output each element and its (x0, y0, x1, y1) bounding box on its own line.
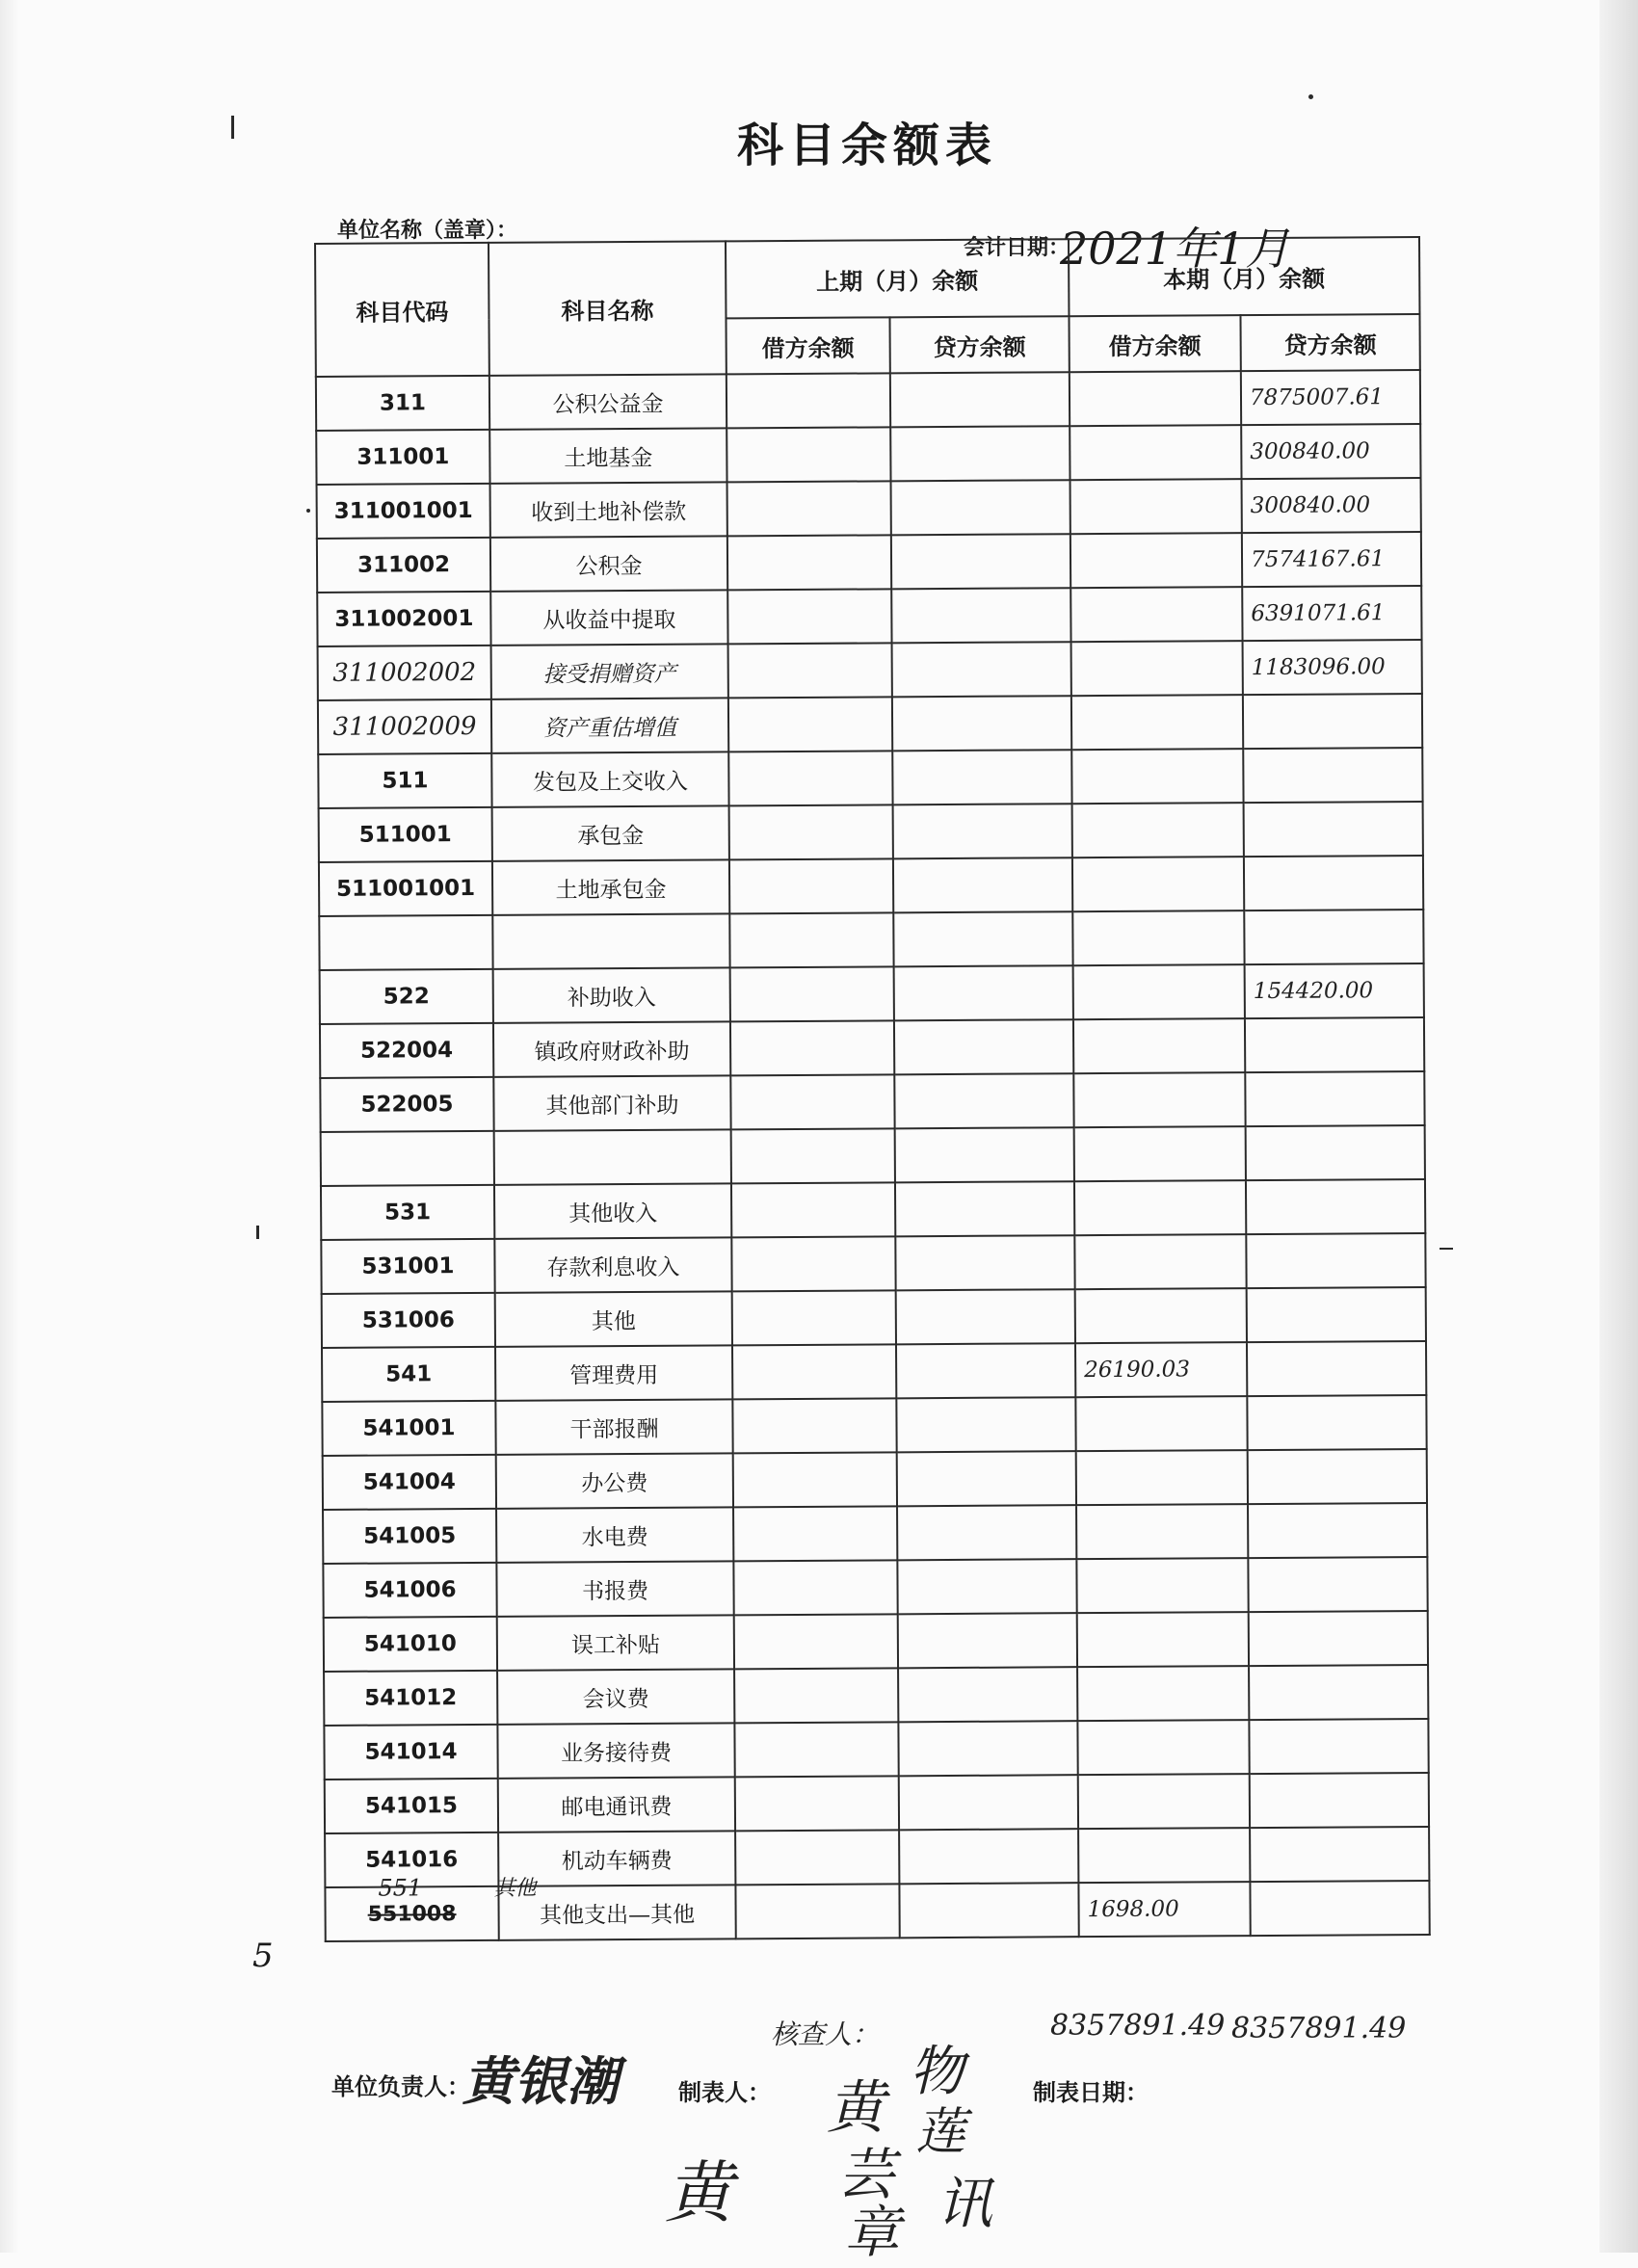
row-curr-debit (1071, 749, 1243, 804)
row-curr-debit (1070, 587, 1242, 642)
row-code: 541012 (324, 1671, 497, 1726)
row-code: 541015 (325, 1779, 498, 1833)
row-prev-debit (727, 373, 890, 428)
row-prev-debit (734, 1668, 898, 1723)
table-row (318, 694, 1422, 754)
leader-label: 单位负责人： (331, 2072, 470, 2100)
row-prev-credit (891, 588, 1070, 643)
row-curr-debit (1076, 1504, 1248, 1559)
row-name: 承包金 (492, 805, 729, 861)
table-row (320, 1017, 1424, 1078)
row-curr-credit: 7875007.61 (1241, 370, 1420, 425)
row-code: 531001 (321, 1239, 494, 1294)
table-row (317, 532, 1421, 593)
row-curr-credit (1250, 1827, 1429, 1882)
row-code: 311002009 (318, 699, 491, 754)
row-prev-debit (732, 1290, 896, 1345)
table-row (319, 856, 1423, 916)
row-name: 书报费 (496, 1561, 733, 1617)
row-prev-credit (897, 1451, 1076, 1506)
row-curr-debit (1077, 1666, 1249, 1721)
row-code: 522004 (320, 1023, 493, 1078)
row-curr-debit (1072, 803, 1244, 857)
row-prev-debit (732, 1398, 896, 1453)
row-code: 541004 (323, 1455, 496, 1510)
row-curr-credit: 300840.00 (1241, 424, 1420, 479)
row-code (325, 1874, 498, 1941)
row-name: 业务接待费 (497, 1723, 734, 1779)
row-curr-debit (1073, 964, 1245, 1019)
row-prev-debit (729, 804, 893, 859)
header-name: 科目名称 (489, 241, 727, 376)
row-code: 531006 (322, 1293, 495, 1348)
row-code: 311002002 (318, 646, 491, 700)
row-prev-credit (894, 1019, 1073, 1074)
row-name: 土地承包金 (492, 859, 729, 915)
table-row (323, 1503, 1427, 1564)
row-curr-debit (1071, 695, 1243, 750)
row-prev-credit (891, 480, 1070, 535)
row-curr-credit: 154420.00 (1245, 963, 1424, 1018)
table-row (321, 1125, 1425, 1186)
row-curr-credit: 300840.00 (1242, 478, 1421, 533)
row-curr-debit (1077, 1720, 1249, 1775)
row-prev-credit (890, 426, 1070, 481)
header-curr-group: 本期（月）余额 (1069, 237, 1419, 316)
row-code: 541 (322, 1347, 495, 1402)
unit-name-label: 单位名称（盖章）： (337, 218, 518, 243)
row-prev-credit (898, 1667, 1077, 1722)
row-name: 资产重估增值 (491, 698, 728, 753)
row-code: 311001 (316, 430, 489, 485)
row-prev-debit (728, 697, 892, 752)
preparer-signature-2: 物 (910, 2041, 964, 2103)
row-curr-debit (1073, 1018, 1245, 1073)
row-curr-debit (1078, 1774, 1250, 1829)
table-row (325, 1773, 1429, 1833)
row-curr-debit: 26190.03 (1075, 1342, 1247, 1397)
row-prev-debit (730, 1074, 894, 1129)
table-row (318, 640, 1422, 700)
table-row (322, 1287, 1426, 1348)
row-code: 311001001 (317, 484, 490, 539)
row-code: 311 (316, 376, 489, 431)
row-curr-credit (1244, 910, 1423, 964)
preparer-label: 制表人： (678, 2078, 771, 2106)
row-prev-credit (890, 372, 1070, 427)
balance-table (314, 236, 1431, 1942)
preparer-signature-1: 黄 (827, 2074, 885, 2142)
code-correction: 551 (378, 1874, 423, 1902)
row-curr-debit (1077, 1612, 1249, 1667)
row-curr-debit (1075, 1288, 1247, 1343)
row-name: 办公费 (496, 1453, 733, 1509)
row-name: 存款利息收入 (494, 1237, 731, 1293)
row-curr-credit (1250, 1881, 1429, 1936)
row-curr-debit (1076, 1558, 1248, 1613)
row-code: 541001 (322, 1401, 495, 1456)
row-curr-credit (1249, 1665, 1428, 1720)
table-row (321, 1233, 1425, 1294)
row-name: 土地基金 (489, 428, 727, 484)
table-row (324, 1719, 1428, 1780)
row-name (493, 1876, 735, 1940)
table-row (318, 748, 1422, 808)
row-name: 其他收入 (494, 1183, 731, 1239)
row-prev-debit (735, 1830, 899, 1885)
row-prev-credit (892, 696, 1071, 751)
scan-shadow-left (0, 0, 19, 2253)
row-curr-debit: 1698.00 (1078, 1882, 1250, 1937)
row-prev-credit (891, 534, 1070, 589)
row-prev-debit (727, 589, 891, 644)
row-prev-debit (731, 1236, 895, 1291)
row-curr-credit (1243, 694, 1422, 749)
row-curr-credit: 1183096.00 (1243, 640, 1422, 695)
row-prev-debit (728, 643, 892, 698)
row-prev-credit (893, 804, 1072, 858)
row-name: 干部报酬 (495, 1399, 732, 1455)
row-prev-debit (730, 966, 894, 1021)
header-curr-debit: 借方余额 (1069, 315, 1240, 372)
row-prev-debit (731, 1182, 895, 1237)
row-prev-debit (728, 751, 892, 805)
row-prev-credit (899, 1883, 1078, 1938)
preparer-signature-6: 讯 (937, 2171, 993, 2236)
table-row (323, 1557, 1427, 1618)
row-name: 公积公益金 (489, 374, 727, 430)
row-prev-credit (894, 1073, 1073, 1128)
row-prev-credit (892, 642, 1071, 697)
row-code: 541006 (323, 1563, 496, 1618)
row-curr-credit (1247, 1341, 1426, 1396)
row-prev-credit (898, 1721, 1077, 1776)
row-name: 误工补贴 (497, 1615, 734, 1671)
row-curr-debit (1072, 857, 1244, 911)
row-prev-debit (730, 1020, 894, 1075)
row-prev-debit (733, 1452, 897, 1507)
table-row (316, 370, 1420, 431)
row-prev-credit (893, 857, 1072, 912)
table-row (322, 1341, 1426, 1402)
row-prev-credit (894, 965, 1073, 1020)
auditor-label: 核查人： (771, 2018, 880, 2050)
preparer-signature-5: 章 (844, 2200, 901, 2265)
row-prev-debit (729, 912, 893, 967)
row-name: 其他 (495, 1291, 732, 1347)
preparer-signature-4: 莲 (915, 2103, 966, 2161)
row-name: 接受捐赠资产 (491, 644, 728, 699)
row-name: 发包及上交收入 (491, 752, 728, 807)
row-name: 会议费 (497, 1669, 734, 1725)
row-prev-debit (735, 1884, 899, 1938)
row-curr-credit (1247, 1287, 1426, 1342)
row-curr-debit (1078, 1828, 1250, 1883)
row-name: 邮电通讯费 (498, 1777, 735, 1833)
row-curr-credit (1249, 1611, 1428, 1666)
row-prev-debit (727, 481, 891, 536)
table-row (319, 802, 1423, 862)
table-row (324, 1665, 1428, 1726)
table-row (325, 1827, 1429, 1887)
row-code: 541016 (325, 1833, 498, 1887)
row-code: 541014 (324, 1725, 497, 1780)
row-curr-credit: 6391071.61 (1242, 586, 1421, 641)
table-row (320, 1071, 1424, 1132)
row-prev-debit (733, 1506, 897, 1561)
row-curr-credit (1246, 1233, 1425, 1288)
row-name (494, 1129, 731, 1185)
prep-date-label: 制表日期： (1033, 2078, 1149, 2106)
document-title: 科目余额表 (736, 119, 997, 172)
header-prev-credit: 贷方余额 (889, 316, 1069, 373)
row-prev-credit (896, 1343, 1075, 1398)
row-code: 511001001 (319, 861, 492, 916)
scan-shadow-right (1599, 0, 1638, 2253)
row-name: 镇政府财政补助 (493, 1021, 730, 1077)
table-row (322, 1395, 1426, 1456)
row-curr-credit (1245, 1071, 1424, 1126)
row-curr-credit (1245, 1017, 1424, 1072)
table-row (316, 424, 1420, 485)
table-row (320, 963, 1424, 1024)
header-curr-credit: 贷方余额 (1240, 314, 1419, 371)
accounting-date-handwritten: 2021年1月 (1060, 223, 1290, 275)
header-prev-group: 上期（月）余额 (726, 239, 1069, 318)
header-prev-debit: 借方余额 (726, 317, 889, 374)
table-row (317, 478, 1421, 539)
row-prev-debit (727, 427, 890, 482)
row-curr-credit (1246, 1125, 1425, 1180)
row-name: 其他部门补助 (493, 1075, 730, 1131)
row-curr-credit (1250, 1773, 1429, 1828)
row-code: 511 (318, 753, 491, 808)
row-curr-credit (1249, 1719, 1428, 1774)
row-code: 311002 (317, 538, 490, 593)
table-row (325, 1881, 1429, 1941)
row-curr-credit (1248, 1557, 1427, 1612)
row-curr-credit: 7574167.61 (1242, 532, 1421, 587)
table-row (317, 586, 1421, 646)
row-prev-credit (897, 1505, 1076, 1560)
row-code: 531 (321, 1185, 494, 1240)
row-curr-credit (1247, 1395, 1426, 1450)
row-prev-debit (727, 535, 891, 590)
row-prev-credit (897, 1559, 1076, 1614)
row-curr-credit (1244, 856, 1423, 910)
row-code: 311002001 (317, 592, 490, 646)
row-curr-debit (1074, 1126, 1246, 1181)
row-code: 541010 (324, 1617, 497, 1672)
row-curr-credit (1244, 802, 1423, 857)
row-prev-debit (734, 1722, 898, 1777)
row-prev-credit (898, 1613, 1077, 1668)
row-name: 公积金 (490, 536, 727, 592)
table-body (316, 370, 1430, 1941)
row-code: 541005 (323, 1509, 496, 1564)
table-row (323, 1449, 1427, 1510)
row-curr-debit (1075, 1396, 1247, 1451)
row-prev-credit (895, 1127, 1074, 1182)
row-prev-debit (733, 1560, 897, 1615)
total-debit: 8357891.49 (1050, 2009, 1226, 2043)
row-code (321, 1131, 494, 1186)
row-prev-credit (896, 1289, 1075, 1344)
row-prev-credit (896, 1397, 1075, 1452)
row-curr-debit (1070, 371, 1241, 426)
row-prev-debit (731, 1128, 895, 1183)
header-code: 科目代码 (315, 243, 489, 377)
row-curr-debit (1071, 641, 1243, 696)
table-row (321, 1179, 1425, 1240)
row-curr-debit (1074, 1234, 1246, 1289)
row-name: 从收益中提取 (490, 590, 727, 646)
row-prev-credit (892, 750, 1071, 804)
scan-speck (1440, 1248, 1453, 1250)
row-prev-credit (899, 1775, 1078, 1830)
row-name: 水电费 (496, 1507, 733, 1563)
table-row (324, 1611, 1428, 1672)
name-correction: 其他 (493, 1876, 537, 1901)
row-name: 管理费用 (495, 1345, 732, 1401)
row-prev-debit (729, 858, 893, 913)
row-curr-debit (1074, 1180, 1246, 1235)
row-curr-credit (1246, 1179, 1425, 1234)
row-prev-credit (893, 911, 1072, 966)
row-name: 补助收入 (493, 967, 730, 1023)
row-prev-credit (899, 1829, 1078, 1884)
row-code: 522005 (320, 1077, 493, 1132)
row-curr-debit (1070, 479, 1242, 534)
row-curr-debit (1072, 910, 1244, 965)
row-curr-debit (1073, 1072, 1245, 1127)
row-name: 机动车辆费 (498, 1831, 735, 1886)
leader-signature: 黄银潮 (462, 2050, 619, 2112)
row-prev-debit (734, 1614, 898, 1669)
row-curr-credit (1248, 1503, 1427, 1558)
margin-number: 5 (252, 1937, 274, 1975)
code-struck: 551008 (367, 1902, 457, 1927)
scan-speck (256, 1226, 259, 1239)
row-curr-debit (1070, 425, 1241, 480)
total-credit: 8357891.49 (1231, 2012, 1407, 2045)
row-prev-debit (732, 1344, 896, 1399)
preparer-signature-3: 芸 (838, 2142, 895, 2207)
row-prev-credit (895, 1235, 1074, 1290)
row-curr-credit (1243, 748, 1422, 803)
row-name (492, 913, 729, 969)
row-name-text: 其他支出—其他 (540, 1902, 696, 1929)
row-name: 收到土地补偿款 (490, 482, 727, 538)
scan-speck (231, 116, 234, 139)
row-prev-debit (735, 1776, 899, 1831)
row-code (319, 915, 492, 970)
row-code: 511001 (319, 807, 492, 862)
preparer-signature-7: 黄 (665, 2153, 732, 2232)
scan-speck (1308, 94, 1313, 99)
accounting-date-label: 会计日期： (964, 235, 1070, 260)
row-curr-debit (1070, 533, 1242, 588)
row-curr-credit (1248, 1449, 1427, 1504)
table-row (319, 910, 1423, 970)
row-prev-credit (895, 1181, 1074, 1236)
row-curr-debit (1076, 1450, 1248, 1505)
row-code: 522 (320, 969, 493, 1024)
scan-speck (306, 509, 310, 513)
